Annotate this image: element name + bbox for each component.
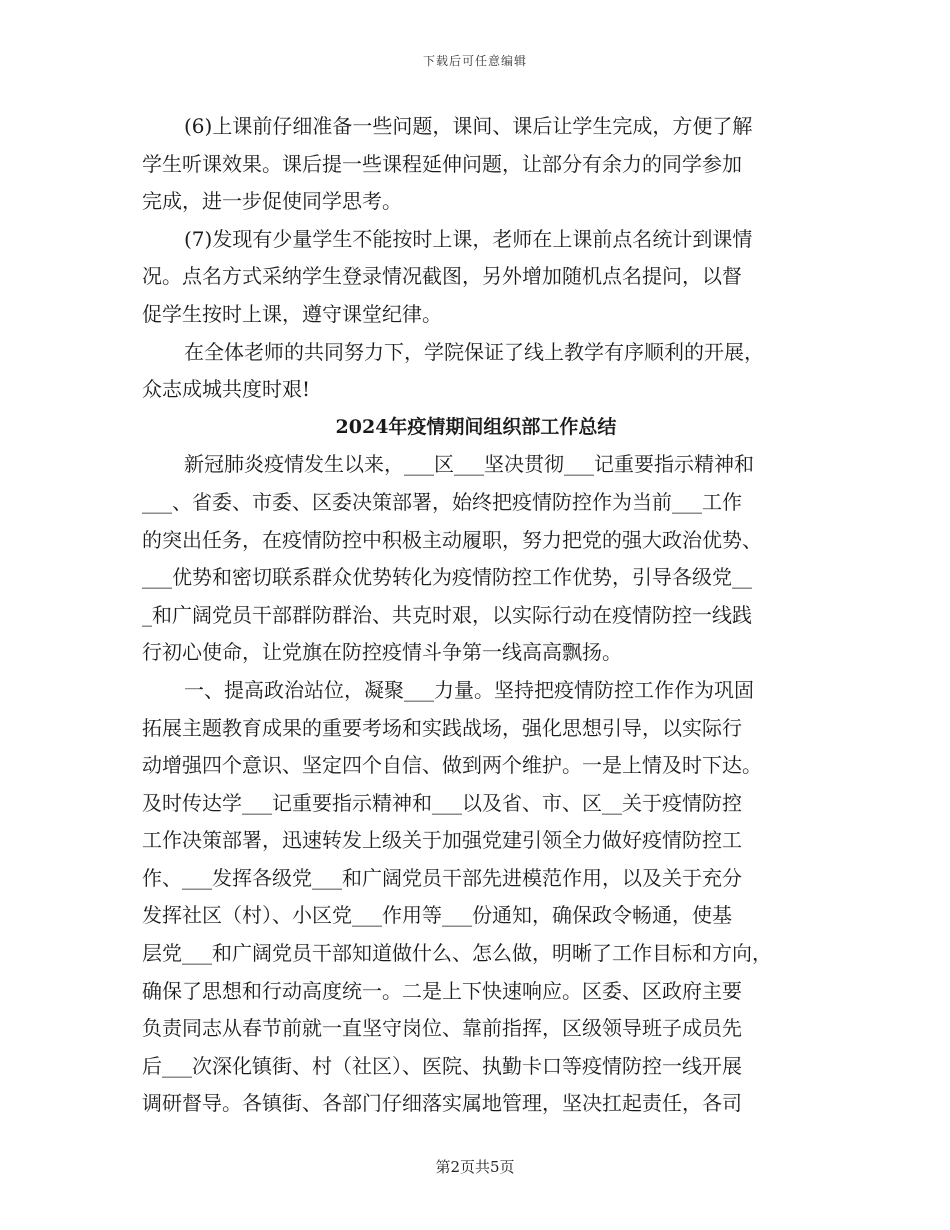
paragraph-line: 确保了思想和行动高度统一。二是上下快速响应。区委、区政府主要 — [142, 978, 742, 1003]
paragraph-line: ___优势和密切联系群众优势转化为疫情防控工作优势，引导各级党__ — [142, 565, 752, 590]
page-header: 下载后可任意编辑 — [422, 54, 527, 68]
paragraph-line: 调研督导。各镇街、各部门仔细落实属地管理，坚决扛起责任，各司 — [142, 1091, 742, 1116]
paragraph-line: 完成，进一步促使同学思考。 — [142, 189, 402, 214]
paragraph-line: 拓展主题教育成果的重要考场和实践战场，强化思想引导，以实际行 — [142, 715, 742, 740]
paragraph-line: 促学生按时上课，遵守课堂纪律。 — [142, 301, 442, 326]
paragraph-line: 众志成城共度时艰! — [142, 377, 311, 402]
paragraph-line: 行初心使命，让党旗在防控疫情斗争第一线高高飘扬。 — [142, 640, 622, 665]
paragraph-line: 况。点名方式采纳学生登录情况截图，另外增加随机点名提问，以督 — [142, 264, 742, 289]
paragraph-line: 及时传达学___记重要指示精神和___以及省、市、区__关于疫情防控 — [142, 790, 742, 815]
paragraph-line: 的突出任务，在疫情防控中积极主动履职，努力把党的强大政治优势、 — [142, 527, 762, 552]
document-body — [142, 108, 810, 1123]
paragraph-line: 一、提高政治站位，凝聚___力量。坚持把疫情防控工作作为巩固 — [184, 677, 754, 702]
paragraph-line: (7)发现有少量学生不能按时上课，老师在上课前点名统计到课情 — [184, 226, 753, 251]
paragraph-line: 新冠肺炎疫情发生以来，___区___坚决贯彻___记重要指示精神和 — [184, 452, 754, 477]
paragraph-line: 负责同志从春节前就一直坚守岗位、靠前指挥，区级领导班子成员先 — [142, 1016, 742, 1041]
page-number-footer: 第2页共5页 — [435, 1158, 515, 1176]
paragraph-line: 层党___和广阔党员干部知道做什么、怎么做，明晰了工作目标和方向， — [142, 941, 772, 966]
paragraph-line: 动增强四个意识、坚定四个自信、做到两个维护。一是上情及时下达。 — [142, 753, 762, 778]
paragraph-line: 发挥社区（村）、小区党___作用等___份通知，确保政令畅通，使基 — [142, 903, 732, 928]
paragraph-line: 工作决策部署，迅速转发上级关于加强党建引领全力做好疫情防控工 — [142, 828, 742, 853]
paragraph-line: 学生听课效果。课后提一些课程延伸问题，让部分有余力的同学参加 — [142, 151, 742, 176]
section-title: 2024年疫情期间组织部工作总结 — [335, 415, 617, 438]
paragraph-line: (6)上课前仔细准备一些问题，课间、课后让学生完成，方便了解 — [184, 114, 753, 138]
paragraph-line: ___、省委、市委、区委决策部署，始终把疫情防控作为当前___工作 — [142, 489, 742, 514]
paragraph-line: 作、___发挥各级党___和广阔党员干部先进模范作用，以及关于充分 — [142, 865, 742, 890]
paragraph-line: 后___次深化镇街、村（社区）、医院、执勤卡口等疫情防控一线开展 — [142, 1053, 742, 1078]
paragraph-line: _和广阔党员干部群防群治、共克时艰，以实际行动在疫情防控一线践 — [142, 602, 752, 627]
paragraph-line: 在全体老师的共同努力下，学院保证了线上教学有序顺利的开展， — [184, 339, 764, 364]
